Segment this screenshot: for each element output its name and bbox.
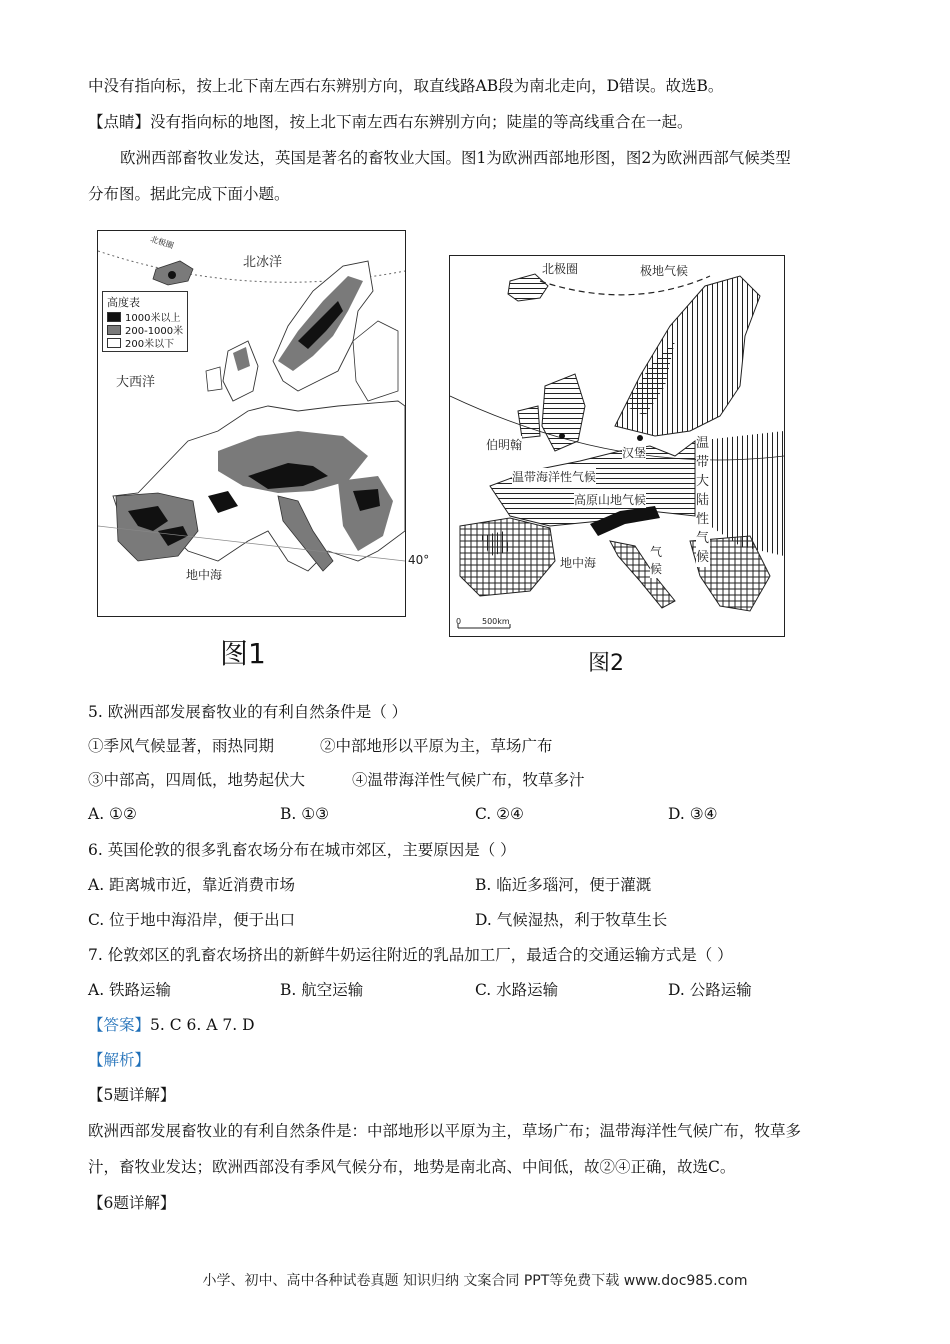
- fig2-caption: 图2: [588, 651, 624, 676]
- q5-statement-2: ②中部地形以平原为主，草场广布: [320, 737, 553, 755]
- q6-option-b[interactable]: B. 临近多瑙河，便于灌溉: [475, 876, 652, 894]
- legend-swatch-high: [107, 312, 121, 322]
- q5-statement-1: ①季风气候显著，雨热同期: [88, 737, 275, 755]
- answer-text: 5. C 6. A 7. D: [150, 1016, 255, 1034]
- q5-option-c[interactable]: C. ②④: [475, 805, 524, 823]
- fig1-mediterranean-label: 地中海: [186, 568, 223, 582]
- terrain-map-drawing: [98, 231, 405, 616]
- legend-label-low: 200米以下: [125, 339, 175, 350]
- fig1-arctic-ocean-label: 北冰洋: [243, 255, 283, 270]
- fig2-highland-label: 高原山地气候: [574, 493, 647, 507]
- q6-option-a[interactable]: A. 距离城市近，靠近消费市场: [88, 876, 296, 894]
- legend-label-high: 1000米以上: [125, 313, 181, 324]
- fig1-legend-row-low: [107, 336, 183, 349]
- fig1-legend-title: 高度表: [107, 296, 140, 309]
- fig2-hamburg-label: 汉堡: [622, 446, 647, 460]
- answer-label: 【答案】: [88, 1016, 151, 1034]
- fig2-scale-label: 500km: [482, 617, 510, 626]
- q7-option-a[interactable]: A. 铁路运输: [88, 981, 172, 999]
- q5-detail-line-1: 欧洲西部发展畜牧业的有利自然条件是：中部地形以平原为主，草场广布；温带海洋性气候广布，牧草多: [88, 1122, 802, 1140]
- page-footer[interactable]: 小学、初中、高中各种试卷真题 知识归纳 文案合同 PPT等免费下载 www.doc985.com: [202, 1273, 748, 1289]
- q7-option-b[interactable]: B. 航空运输: [280, 981, 364, 999]
- fig2-continental-label: 温带大陆性气候: [696, 436, 710, 565]
- q6-option-c[interactable]: C. 位于地中海沿岸，便于出口: [88, 911, 296, 929]
- answer-line: [88, 1015, 255, 1035]
- passage-line-2: 分布图。据此完成下面小题。: [88, 185, 290, 203]
- fig1-lat40-label: 40°: [408, 553, 430, 567]
- fig1-caption: 图1: [220, 637, 266, 670]
- fig2-polar-climate-label: 极地气候: [640, 264, 689, 278]
- fig2-scale-zero: 0: [456, 617, 462, 626]
- figure-2-climate-map: [449, 255, 785, 637]
- legend-swatch-mid: [107, 325, 121, 335]
- q5-stem: 5. 欧洲西部发展畜牧业的有利自然条件是（ ）: [88, 703, 408, 721]
- legend-label-mid: 200-1000米: [125, 326, 184, 337]
- q5-option-d[interactable]: D. ③④: [668, 805, 718, 823]
- intro-line-2: 【点睛】没有指向标的地图，按上北下南左西右东辨别方向；陡崖的等高线重合在一起。: [88, 113, 693, 131]
- fig1-legend: [102, 291, 188, 352]
- q5-detail-line-2: 汁，畜牧业发达；欧洲西部没有季风气候分布，地势是南北高、中间低，故②④正确，故选C。: [88, 1158, 736, 1176]
- q7-stem: 7. 伦敦郊区的乳畜农场挤出的新鲜牛奶运往附近的乳品加工厂，最适合的交通运输方式是（ ）: [88, 946, 733, 964]
- q7-option-d[interactable]: D. 公路运输: [668, 981, 752, 999]
- fig2-temperate-maritime-label: 温带海洋性气候: [512, 470, 597, 484]
- q5-statement-3: ③中部高，四周低，地势起伏大: [88, 771, 306, 789]
- q5-statement-4: ④温带海洋性气候广布，牧草多汁: [352, 771, 585, 789]
- intro-line-1: 中没有指向标，按上北下南左西右东辨别方向，取直线路AB段为南北走向，D错误。故选B。: [88, 77, 724, 95]
- fig2-birmingham-label: 伯明翰: [486, 438, 523, 452]
- q5-detail-heading: 【5题详解】: [88, 1086, 176, 1104]
- fig2-arctic-circle-label: 北极圈: [542, 262, 579, 276]
- fig2-mediterranean-label: 地中海: [560, 556, 597, 570]
- q5-option-b[interactable]: B. ①③: [280, 805, 330, 823]
- fig1-atlantic-label: 大西洋: [116, 375, 156, 390]
- q6-option-d[interactable]: D. 气候湿热，利于牧草生长: [475, 911, 668, 929]
- q6-detail-heading: 【6题详解】: [88, 1194, 176, 1212]
- q7-option-c[interactable]: C. 水路运输: [475, 981, 559, 999]
- q5-option-a[interactable]: A. ①②: [88, 805, 137, 823]
- fig1-arctic-circle-label: 北极圈: [149, 234, 175, 251]
- analysis-label: 【解析】: [88, 1051, 151, 1069]
- legend-swatch-low: [107, 338, 121, 348]
- figure-1-terrain-map: [97, 230, 406, 617]
- passage-line-1: 欧洲西部畜牧业发达，英国是著名的畜牧业大国。图1为欧洲西部地形图，图2为欧洲西部气候类型: [120, 149, 791, 167]
- fig2-med-climate-label: 气候: [650, 545, 663, 576]
- q6-stem: 6. 英国伦敦的很多乳畜农场分布在城市郊区，主要原因是（ ）: [88, 841, 516, 859]
